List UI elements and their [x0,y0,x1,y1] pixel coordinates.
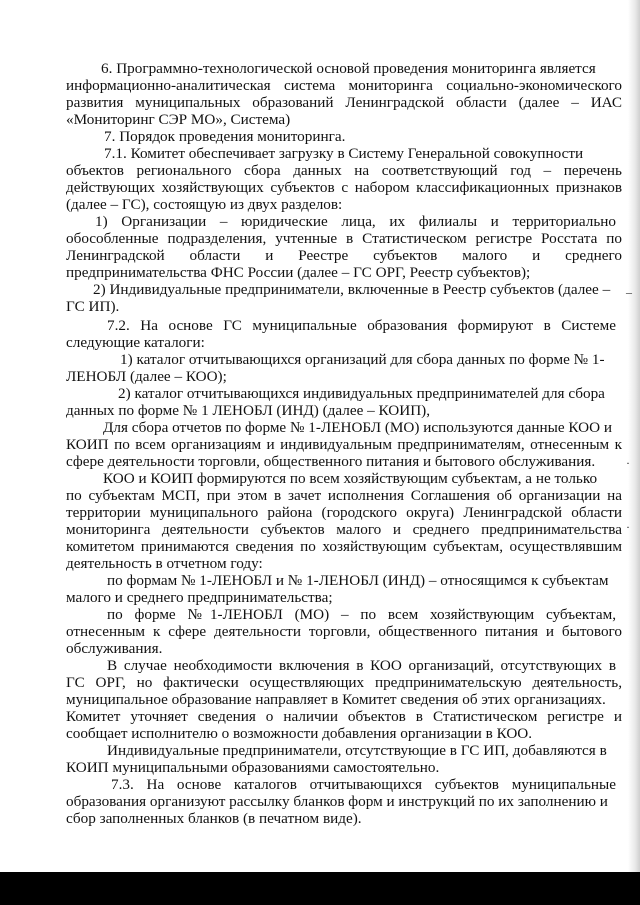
paragraph-6-line-2: информационно-аналитическая система мониторинга социально-экономического [66,77,622,94]
margin-mark: · [626,456,630,470]
catalog-2-line-1: 2) каталог отчитывающихся индивидуальных предпринимателей для сбора [118,385,605,402]
paragraph-koo-line-4: мониторинга деятельности субъектов малого и среднего предпринимательства [66,521,622,538]
paragraph-case-line-2: ГС ОРГ, но фактически осуществляющих предпринимательскую деятельность, [66,674,622,691]
paragraph-7-2-line-2: следующие каталоги: [66,334,205,351]
paragraph-forms-line-2: КОИП по всем организациям и индивидуальным предпринимателям, отнесенным к [66,436,622,453]
paragraph-6-line-4: «Мониторинг СЭР МО», Система) [66,111,291,128]
paragraph-6-line-3: развития муниципальных образований Ленинградской области (далее – ИАС [66,94,622,111]
paragraph-7-1-line-3: действующих хозяйствующих субъектов с набором классификационных признаков [66,179,622,196]
paragraph-msp-line-1: по формам № 1-ЛЕНОБЛ и № 1-ЛЕНОБЛ (ИНД) – относящимся к субъектам [107,572,609,589]
paragraph-forms-line-1: Для сбора отчетов по форме № 1-ЛЕНОБЛ (МО) используются данные КОО и [103,419,612,436]
paragraph-7-1-line-1: 7.1. Комитет обеспечивает загрузку в Систему Генеральной совокупности [104,145,584,162]
paragraph-mo-line-3: обслуживания. [66,640,163,657]
list-item-1-line-2: обособленные подразделения, учтенные в Статистическом регистре Росстата по [66,230,622,247]
paragraph-case-line-5: сообщает исполнителю о возможности добавления организации в КОО. [66,725,533,742]
margin-mark: · [626,520,630,534]
list-item-2-line-2: ГС ИП). [66,298,120,315]
margin-mark: – [626,285,632,299]
list-item-1-line-3: Ленинградской области и Реестре субъектов малого и среднего [66,247,622,264]
paragraph-case-line-4: Комитет уточняет сведения о наличии объектов в Статистическом регистре и [66,708,622,725]
paragraph-6-line-1: 6. Программно-технологической основой проведения мониторинга является [101,60,596,77]
scan-bottom-border [0,872,640,905]
catalog-1-line-1: 1) каталог отчитывающихся организаций для сбора данных по форме № 1- [120,351,605,368]
paragraph-ip-line-2: КОИП муниципальными образованиями самостоятельно. [66,759,440,776]
paragraph-7-1-line-4: (далее – ГС), состоящую из двух разделов: [66,196,343,213]
paragraph-koo-line-6: деятельность в отчетном году: [66,555,263,572]
paragraph-forms-line-3: сфере деятельности торговли, общественного питания и бытового обслуживания. [66,453,596,470]
paragraph-koo-line-2: по субъектам МСП, при этом в зачет исполнения Соглашения об организации на [66,487,622,504]
paragraph-ip-line-1: Индивидуальные предприниматели, отсутствующие в ГС ИП, добавляются в [107,742,607,759]
paragraph-koo-line-1: КОО и КОИП формируются по всем хозяйствующим субъектам, а не только [103,470,598,487]
list-item-1-line-1: 1) Организации – юридические лица, их филиалы и территориально [95,213,616,230]
paragraph-7-3-line-3: сбор заполненных бланков (в печатном виде). [66,810,362,827]
list-item-2-line-1: 2) Индивидуальные предприниматели, включенные в Реестр субъектов (далее – [93,281,611,298]
list-item-1-line-4: предпринимательства ФНС России (далее – ГС ОРГ, Реестр субъектов); [66,264,531,281]
paragraph-koo-line-3: территории муниципального района (городского округа) Ленинградской области [66,504,622,521]
paragraph-7-2-line-1: 7.2. На основе ГС муниципальные образования формируют в Системе [107,317,616,334]
paragraph-7-3-line-2: образования организуют рассылку бланков форм и инструкций по их заполнению и [66,793,608,810]
paragraph-7-3-line-1: 7.3. На основе каталогов отчитывающихся субъектов муниципальные [111,776,616,793]
paragraph-case-line-1: В случае необходимости включения в КОО организаций, отсутствующих в [107,657,616,674]
catalog-2-line-2: данных по форме № 1 ЛЕНОБЛ (ИНД) (далее – КОИП), [66,402,431,419]
paragraph-mo-line-1: по форме №1-ЛЕНОБЛ (МО) – по всем хозяйствующим субъектам, [107,606,616,623]
paragraph-mo-line-2: отнесенным к сфере деятельности торговли, общественного питания и бытового [66,623,622,640]
paragraph-msp-line-2: малого и среднего предпринимательства; [66,589,333,606]
page-edge-shadow [628,0,640,872]
paragraph-7-heading: 7. Порядок проведения мониторинга. [104,128,346,145]
paragraph-koo-line-5: комитетом принимаются сведения по хозяйствующим субъектам, осуществлявшим [66,538,622,555]
paragraph-case-line-3: муниципальное образование направляет в Комитет сведения об этих организациях. [66,691,606,708]
paragraph-7-1-line-2: объектов регионального сбора данных на соответствующий год – перечень [66,162,622,179]
catalog-1-line-2: ЛЕНОБЛ (далее – КОО); [66,368,227,385]
